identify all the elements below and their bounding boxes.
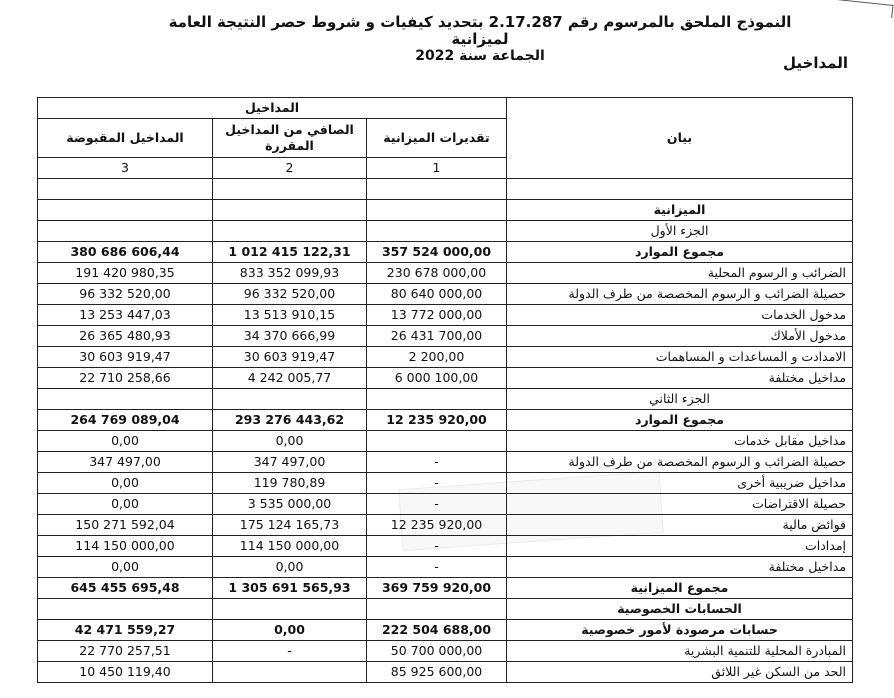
budget-estimate-cell [367,179,507,200]
table-row [38,620,853,641]
bayan-cell: المبادرة المحلية للتنمية البشرية [507,641,853,662]
bayan-cell: فوائض مالية [507,515,853,536]
budget-estimate-cell: 12 235 920,00 [367,410,507,431]
received-cell [38,200,213,221]
bayan-cell: الجزء الثاني [507,389,853,410]
bayan-cell: مداخيل مختلفة [507,368,853,389]
received-cell: 0,00 [38,431,213,452]
col3-number: 3 [38,158,213,179]
budget-estimate-cell: 50 700 000,00 [367,641,507,662]
bayan-cell: الجزء الأول [507,221,853,242]
received-cell [38,221,213,242]
col2-header: الصافي من المداخيل المقررة [213,119,367,158]
net-revenue-cell: 30 603 919,47 [213,347,367,368]
bayan-cell: مدخول الخدمات [507,305,853,326]
received-cell [38,179,213,200]
budget-estimate-cell: 80 640 000,00 [367,284,507,305]
net-revenue-cell: - [213,641,367,662]
bayan-cell: حصيلة الضرائب و الرسوم المخصصة من طرف الدولة [507,452,853,473]
received-cell: 191 420 980,35 [38,263,213,284]
table-row [38,641,853,662]
table-row [38,494,853,515]
title-line-2: الجماعة سنة 2022 [415,48,545,64]
net-revenue-cell: 4 242 005,77 [213,368,367,389]
received-cell: 96 332 520,00 [38,284,213,305]
budget-estimate-cell: 6 000 100,00 [367,368,507,389]
received-cell: 347 497,00 [38,452,213,473]
table-row [38,263,853,284]
budget-estimate-cell [367,431,507,452]
received-cell: 645 455 695,48 [38,578,213,599]
net-revenue-cell: 119 780,89 [213,473,367,494]
budget-estimate-cell: 222 504 688,00 [367,620,507,641]
bayan-cell: مداخيل مختلفة [507,557,853,578]
table-row [38,557,853,578]
received-cell [38,599,213,620]
bayan-cell: الحسابات الخصوصية [507,599,853,620]
budget-estimate-cell: - [367,494,507,515]
title-line-1: النموذج الملحق بالمرسوم رقم 2.17.287 بتحديد كيفيات و شروط حصر النتيجة العامة لميزانية [168,13,792,48]
corner-mark [835,0,893,18]
bayan-cell: حصيلة الضرائب و الرسوم المخصصة من طرف الدولة [507,284,853,305]
net-revenue-cell: 13 513 910,15 [213,305,367,326]
net-revenue-cell: 114 150 000,00 [213,536,367,557]
received-cell: 0,00 [38,473,213,494]
net-revenue-cell: 1 305 691 565,93 [213,578,367,599]
table-row [38,179,853,200]
budget-estimate-cell: 357 524 000,00 [367,242,507,263]
net-revenue-cell: 0,00 [213,557,367,578]
received-cell: 30 603 919,47 [38,347,213,368]
revenue-table [37,97,853,683]
net-revenue-cell: 833 352 099,93 [213,263,367,284]
bayan-cell: مجموع الميزانية [507,578,853,599]
net-revenue-cell: 1 012 415 122,31 [213,242,367,263]
budget-estimate-cell: 26 431 700,00 [367,326,507,347]
budget-estimate-cell: 369 759 920,00 [367,578,507,599]
bayan-cell: الامدادت و المساعدات و المساهمات [507,347,853,368]
table-row [38,410,853,431]
bayan-cell: الضرائب و الرسوم المحلية [507,263,853,284]
table-row [38,326,853,347]
net-revenue-cell: 34 370 666,99 [213,326,367,347]
net-revenue-cell: 96 332 520,00 [213,284,367,305]
bayan-cell: حصيلة الاقتراضات [507,494,853,515]
budget-estimate-cell: - [367,473,507,494]
bayan-cell: مجموع الموارد [507,410,853,431]
table-row [38,200,853,221]
received-cell: 42 471 559,27 [38,620,213,641]
document-title [150,14,810,65]
table-row [38,242,853,263]
received-cell: 114 150 000,00 [38,536,213,557]
table-row [38,431,853,452]
budget-estimate-cell: - [367,557,507,578]
bayan-cell [507,179,853,200]
table-row [38,578,853,599]
table-row [38,536,853,557]
budget-estimate-cell: 2 200,00 [367,347,507,368]
table-row [38,284,853,305]
budget-estimate-cell [367,389,507,410]
bayan-cell: مداخيل ضريبية أخرى [507,473,853,494]
net-revenue-cell: 0,00 [213,431,367,452]
budget-estimate-cell: 230 678 000,00 [367,263,507,284]
budget-estimate-cell [367,599,507,620]
table-row [38,368,853,389]
net-revenue-cell: 175 124 165,73 [213,515,367,536]
budget-estimate-cell: 85 925 600,00 [367,662,507,683]
bayan-cell: مدخول الأملاك [507,326,853,347]
bayan-cell: إمدادات [507,536,853,557]
received-cell: 22 710 258,66 [38,368,213,389]
budget-estimate-cell: - [367,452,507,473]
table-row [38,473,853,494]
col2-number: 2 [213,158,367,179]
table-row [38,452,853,473]
net-revenue-cell [213,599,367,620]
budget-estimate-cell: - [367,536,507,557]
col3-header: المداخيل المقبوضة [38,119,213,158]
received-cell: 264 769 089,04 [38,410,213,431]
received-cell [38,389,213,410]
bayan-header: بيان [507,98,853,179]
budget-estimate-cell: 12 235 920,00 [367,515,507,536]
budget-estimate-cell [367,200,507,221]
received-cell: 22 770 257,51 [38,641,213,662]
bayan-cell: الحد من السكن غير اللائق [507,662,853,683]
bayan-cell: مداخيل مقابل خدمات [507,431,853,452]
col1-number: 1 [367,158,507,179]
table-row [38,305,853,326]
received-cell: 10 450 119,40 [38,662,213,683]
bayan-cell: حسابات مرصودة لأمور خصوصية [507,620,853,641]
net-revenue-cell [213,662,367,683]
table-row [38,662,853,683]
net-revenue-cell [213,200,367,221]
budget-estimate-cell [367,221,507,242]
table-row [38,599,853,620]
received-cell: 13 253 447,03 [38,305,213,326]
section-heading: المداخيل [783,54,848,72]
net-revenue-cell [213,179,367,200]
table-row [38,515,853,536]
received-cell: 150 271 592,04 [38,515,213,536]
budget-estimate-cell: 13 772 000,00 [367,305,507,326]
net-revenue-cell [213,389,367,410]
bayan-cell: مجموع الموارد [507,242,853,263]
table-row [38,221,853,242]
net-revenue-cell: 0,00 [213,620,367,641]
net-revenue-cell: 293 276 443,62 [213,410,367,431]
received-cell: 380 686 606,44 [38,242,213,263]
net-revenue-cell: 3 535 000,00 [213,494,367,515]
table-row [38,347,853,368]
net-revenue-cell [213,221,367,242]
group-header: المداخيل [38,98,507,119]
received-cell: 26 365 480,93 [38,326,213,347]
table-row [38,389,853,410]
received-cell: 0,00 [38,557,213,578]
col1-header: تقديرات الميزانية [367,119,507,158]
received-cell: 0,00 [38,494,213,515]
net-revenue-cell: 347 497,00 [213,452,367,473]
bayan-cell: الميزانية [507,200,853,221]
